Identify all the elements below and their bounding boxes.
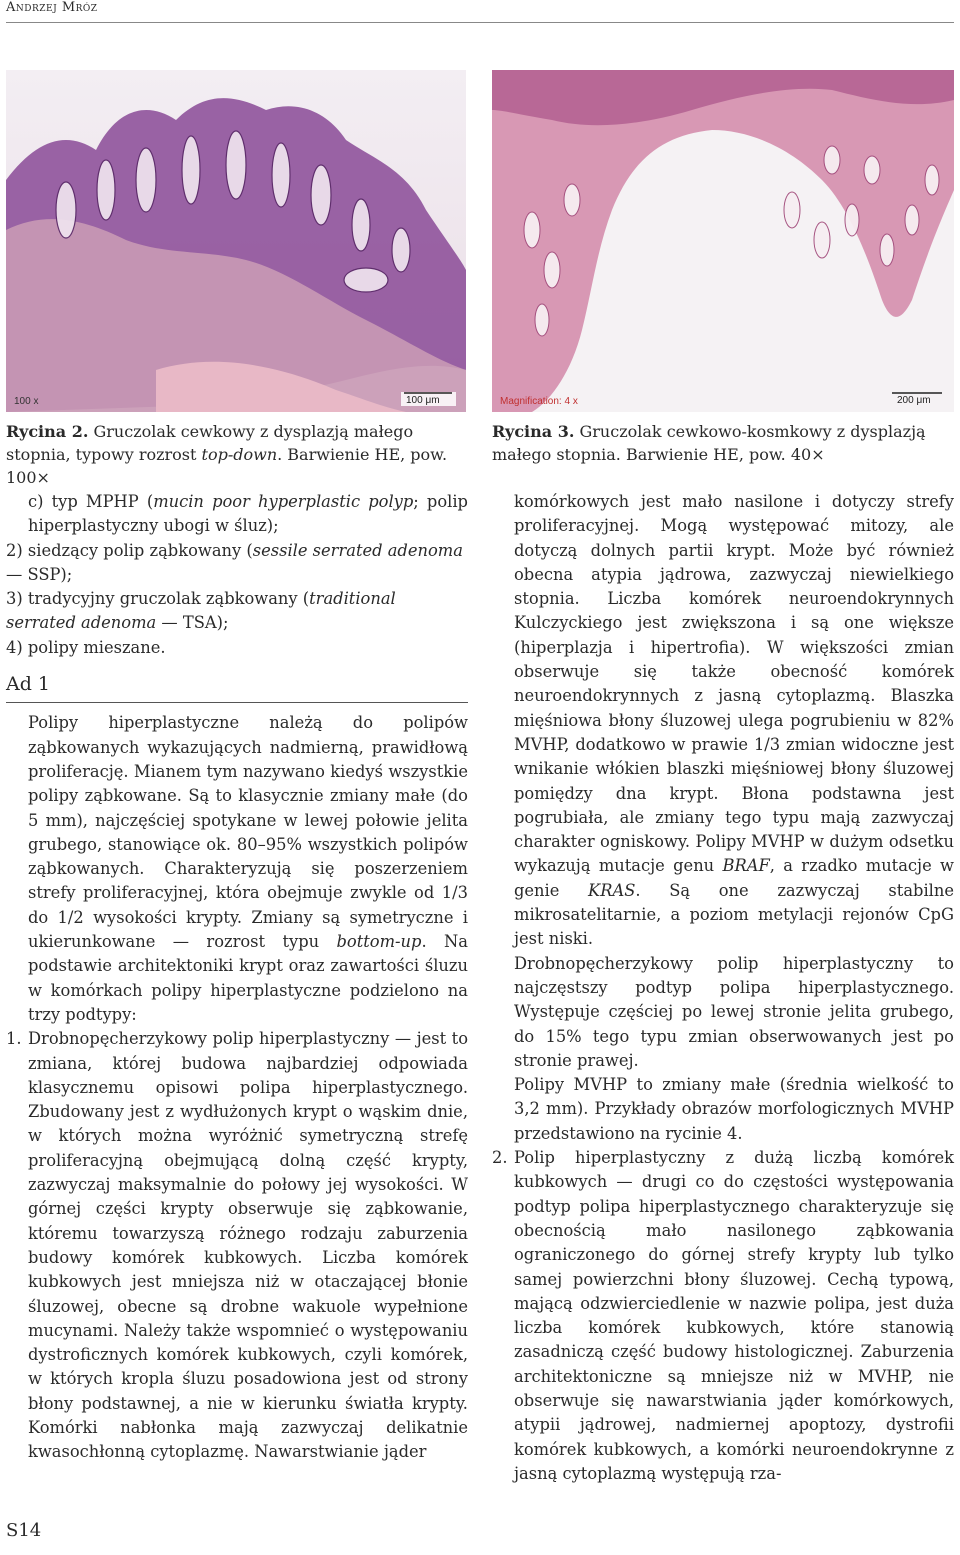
micrograph-3 xyxy=(492,70,954,412)
section-heading: Ad 1 xyxy=(6,672,468,703)
caption-text-end: . Barwienie HE, pow. 100× xyxy=(6,445,448,487)
magnification-label: Magnification: 4 x xyxy=(500,396,578,407)
item-text: Drobnopęcherzykowy polip hiperplastyczny — jest to zmiana, której budowa najbardziej odpowiada klasycznemu opisowi polipa hiperplastycznego. Zbudowany jest z wydłużonych krypt o wąskim dnie, w których można wyróżnić symetryczną strefę proliferacyjną obejmującą dolną część krypty, zazwyczaj maksymalnie do połowy jej wysokości. W górnej części krypty obserwuje się ząbkowanie, któremu towarzyszą różnego rodzaju zaburzenia budowy komórek kubkowych. Liczba komórek kubkowych jest mniejsza niż w otaczającej błonie śluzowej, obecne są drobne wakuole wypełnione mucynami. Należy także wspomnieć o występowaniu dystroficznych komórek kubkowych, czyli komórek, w których kropla śluzu posadowiona jest od strony błony podstawnej, a nie w kierunku światła krypty. Komórki nabłonka mają zazwyczaj delikatnie kwasochłonną cytoplazmę. Nawarstwianie jąder xyxy=(28,1029,468,1462)
item-number: 1. xyxy=(6,1029,22,1049)
caption-label: Rycina 3. xyxy=(492,422,575,441)
scale-bar-label: 200 μm xyxy=(897,395,931,406)
list-item-2: 2) siedzący polip ząbkowany (sessile serrated adenoma — SSP); xyxy=(6,540,463,584)
list-item-4: 4) polipy mieszane. xyxy=(6,637,166,657)
paragraph-intro: Polipy hiperplastyczne należą do polipów ząbkowanych wykazujących nadmierną, prawidłową proliferację. Mianem tym nazywano kiedyś wszystkie polipy ząbkowane. Są to klasycznie zmiany małe (do 5 mm), najczęściej spotykane w lewej połowie jelita grubego, stanowiące ok. 80–95% wszystkich polipów ząbkowanych. Charakteryzują się poszerzeniem strefy proliferacyjnej, która obejmuje zwykle od 1/3 do 1/2 wysokości krypty. Zmiany są symetryczne i ukierunkowane — rozrost typu bottom-up. Na podstawie architektoniki krypt oraz zawartości śluzu w komórkach polipy hiperplastyczne podzielono na trzy podtypy: xyxy=(28,713,468,1024)
header-rule xyxy=(6,22,954,23)
caption-text: Gruczolak cewkowo-kosmkowy z dysplazją małego stopnia. Barwienie HE, pow. 40× xyxy=(492,422,926,464)
micrograph-2 xyxy=(6,70,466,412)
item-number: 2. xyxy=(492,1148,508,1168)
item-text: Polip hiperplastyczny z dużą liczbą komórek kubkowych — drugi co do częstości występowania podtyp polipa hiperplastycznego charakteryzuje się obecnością mało nasilonego ząbkowania ograniczonego do górnej strefy krypty lub tylko samej powierzchni błony śluzowej. Cechą typową, mającą odzwierciedlenie w nazwie polipa, jest duża liczba komórek kubkowych, które stanowią zasadniczą część budowy histologicznej. Zaburzenia architektoniczne są mniejsze niż w MVHP, nie obserwuje się nawarstwiania jąder komórkowych, atypii jądrowej, nadmiernej apoptozy, dystrofii komórek kubkowych, a komórki neuroendokrynne z jasną cytoplazmą występują rza- xyxy=(514,1148,954,1483)
paragraph-continued: komórkowych jest mało nasilone i dotyczy strefy proliferacyjnej. Mogą występować mitozy, ale dotyczą dolnych partii krypt. Może być również obecna atypia jądrowa, zazwyczaj niewielkiego stopnia. Liczba komórek neuroendokrynnych Kulczyckiego jest zwiększona i są one większe (hiperplazja i hipertrofia). W większości zmian obserwuje się także obecność komórek neuroendokrynnych z jasną cytoplazmą. Blaszka mięśniowa błony śluzowej ulega pogrubieniu w 82% MVHP, dodatkowo w prawie 1/3 zmian widoczne jest wnikanie włókien blaszki mięśniowej błony śluzowej pomiędzy dna krypt. Błona podstawna jest pogrubiała, ale zmiany tego typu mają zazwyczaj charakter ogniskowy. Polipy MVHP w dużym odsetku wykazują mutacje genu BRAF, a rzadko mutacje w genie KRAS. Są one zazwyczaj stabilne mikrosatelitarnie, a poziom metylacji rejonów CpG jest niski. xyxy=(514,492,954,949)
scale-bar-label: 100 μm xyxy=(406,395,440,406)
right-column xyxy=(492,490,954,1486)
page-number: S14 xyxy=(6,1520,42,1541)
caption-italic: top-down xyxy=(201,445,278,464)
figure-3-image xyxy=(492,70,954,412)
list-item-c: c) typ MPHP (mucin poor hyperplastic polyp; polip hiperplastyczny ubogi w śluz); xyxy=(28,492,468,536)
paragraph-size: Polipy MVHP to zmiany małe (średnia wielkość to 3,2 mm). Przykłady obrazów morfologicznych MVHP przedstawiono na rycinie 4. xyxy=(514,1075,954,1143)
caption-text: Gruczolak cewkowy z dysplazją małego stopnia, typowy rozrost xyxy=(6,422,414,464)
caption-label: Rycina 2. xyxy=(6,422,89,441)
figure-3-caption xyxy=(492,420,954,466)
numbered-item-2 xyxy=(492,1146,954,1486)
figure-2-caption xyxy=(6,420,468,489)
list-item-3: 3) tradycyjny gruczolak ząbkowany (traditional serrated adenoma — TSA); xyxy=(6,589,396,633)
left-column xyxy=(6,490,468,1465)
magnification-label: 100 x xyxy=(14,396,39,407)
running-head: Andrzej Mróz xyxy=(6,0,98,15)
paragraph-frequency: Drobnopęcherzykowy polip hiperplastyczny to najczęstszy podtyp polipa hiperplastycznego. Występuje częściej po lewej stronie jelita grubego, do 15% tego typu zmian obserwowanych jest po stronie prawej. xyxy=(514,953,954,1070)
numbered-item-1 xyxy=(6,1027,468,1464)
figure-2-image xyxy=(6,70,466,412)
